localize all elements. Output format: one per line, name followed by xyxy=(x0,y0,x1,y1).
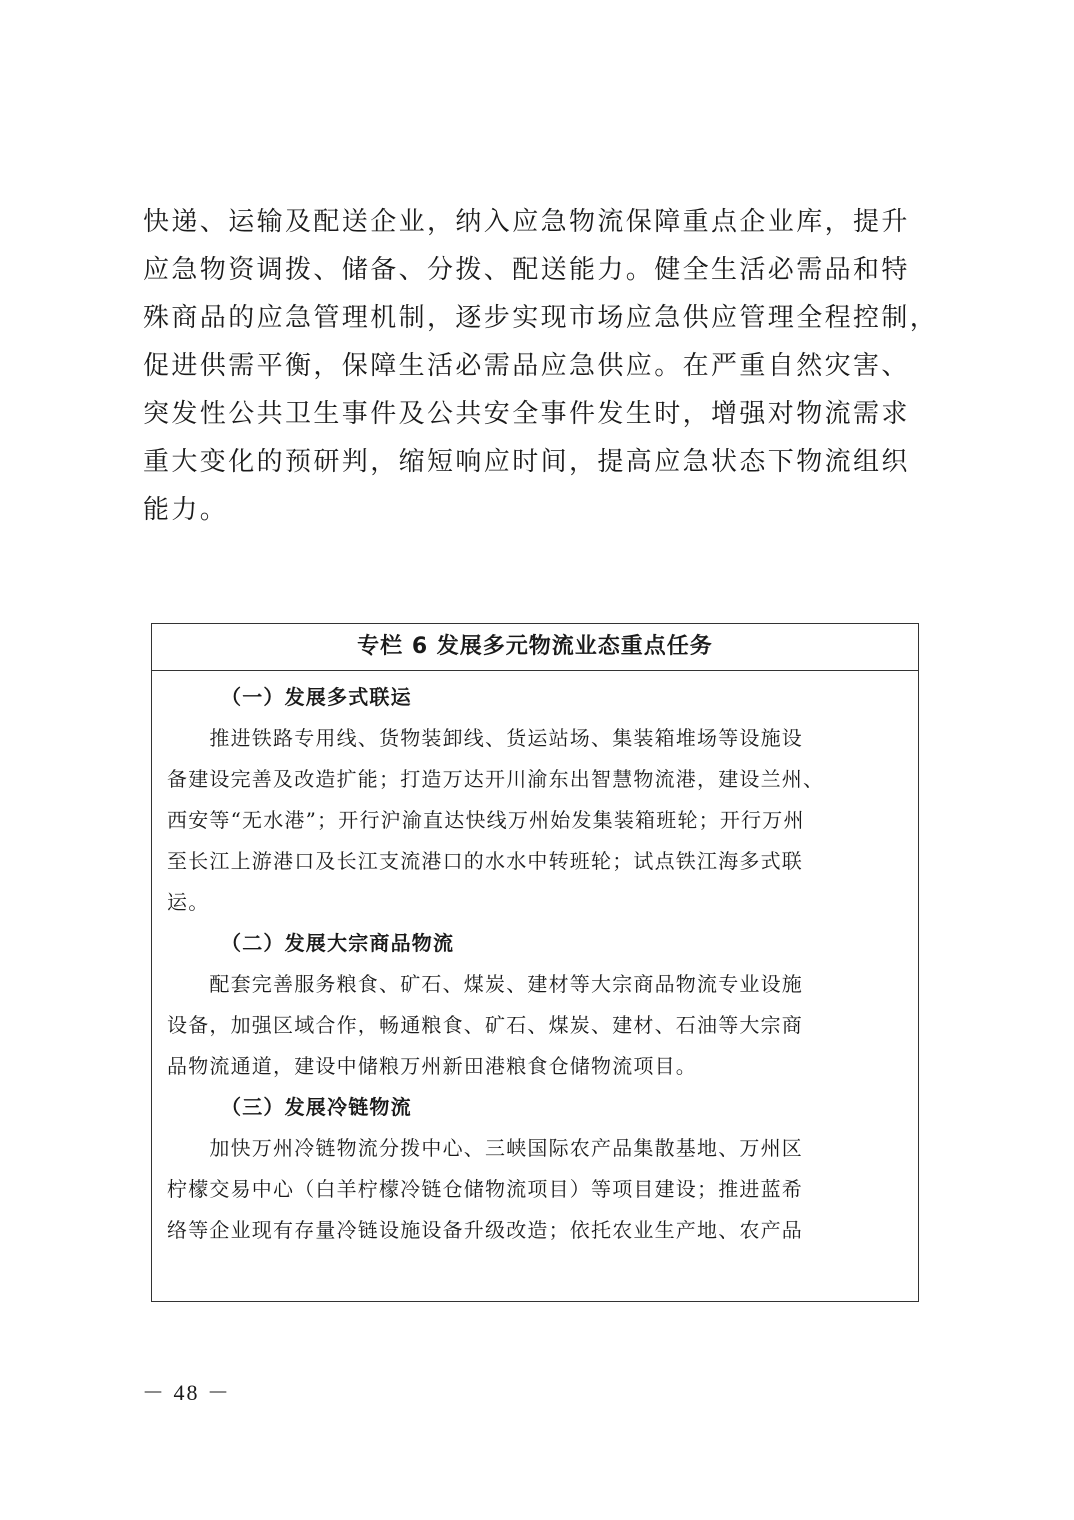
section-line: 备建设完善及改造扩能；打造万达开川渝东出智慧物流港，建设兰州、 xyxy=(167,767,825,791)
body-line: 应急物资调拨、储备、分拨、配送能力。健全生活必需品和特 xyxy=(143,255,910,285)
section-line: 设备，加强区域合作，畅通粮食、矿石、煤炭、建材、石油等大宗商 xyxy=(167,1013,803,1037)
section-line: 西安等“无水港”；开行沪渝直达快线万州始发集装箱班轮；开行万州 xyxy=(167,808,805,832)
body-paragraph xyxy=(143,198,939,534)
page-number: － 48 － xyxy=(142,1380,232,1405)
section-heading: （一）发展多式联运 xyxy=(221,685,412,709)
section-line: 络等企业现有存量冷链设施设备升级改造；依托农业生产地、农产品 xyxy=(167,1218,803,1242)
column-box-title: 专栏 6 发展多元物流业态重点任务 xyxy=(152,624,918,671)
body-line: 能力。 xyxy=(143,495,229,525)
section-line: 运。 xyxy=(167,890,210,914)
section-heading: （三）发展冷链物流 xyxy=(221,1095,412,1119)
column-box xyxy=(151,623,919,1302)
body-line: 重大变化的预研判，缩短响应时间，提高应急状态下物流组织 xyxy=(143,447,910,477)
section-line: 至长江上游港口及长江支流港口的水水中转班轮；试点铁江海多式联 xyxy=(167,849,803,873)
body-line: 突发性公共卫生事件及公共安全事件发生时，增强对物流需求 xyxy=(143,399,910,429)
body-line: 殊商品的应急管理机制，逐步实现市场应急供应管理全程控制， xyxy=(143,303,939,333)
section-line: 推进铁路专用线、货物装卸线、货运站场、集装箱堆场等设施设 xyxy=(167,726,803,750)
section-line: 加快万州冷链物流分拨中心、三峡国际农产品集散基地、万州区 xyxy=(167,1136,803,1160)
section-line: 配套完善服务粮食、矿石、煤炭、建材等大宗商品物流专业设施 xyxy=(167,972,803,996)
section-heading: （二）发展大宗商品物流 xyxy=(221,931,455,955)
column-box-content xyxy=(152,671,918,1251)
section-line: 品物流通道，建设中储粮万州新田港粮食仓储物流项目。 xyxy=(167,1054,697,1078)
body-line: 促进供需平衡，保障生活必需品应急供应。在严重自然灾害、 xyxy=(143,351,910,381)
section-line: 柠檬交易中心（白羊柠檬冷链仓储物流项目）等项目建设；推进蓝希 xyxy=(167,1177,803,1201)
body-line: 快递、运输及配送企业，纳入应急物流保障重点企业库，提升 xyxy=(143,207,910,237)
